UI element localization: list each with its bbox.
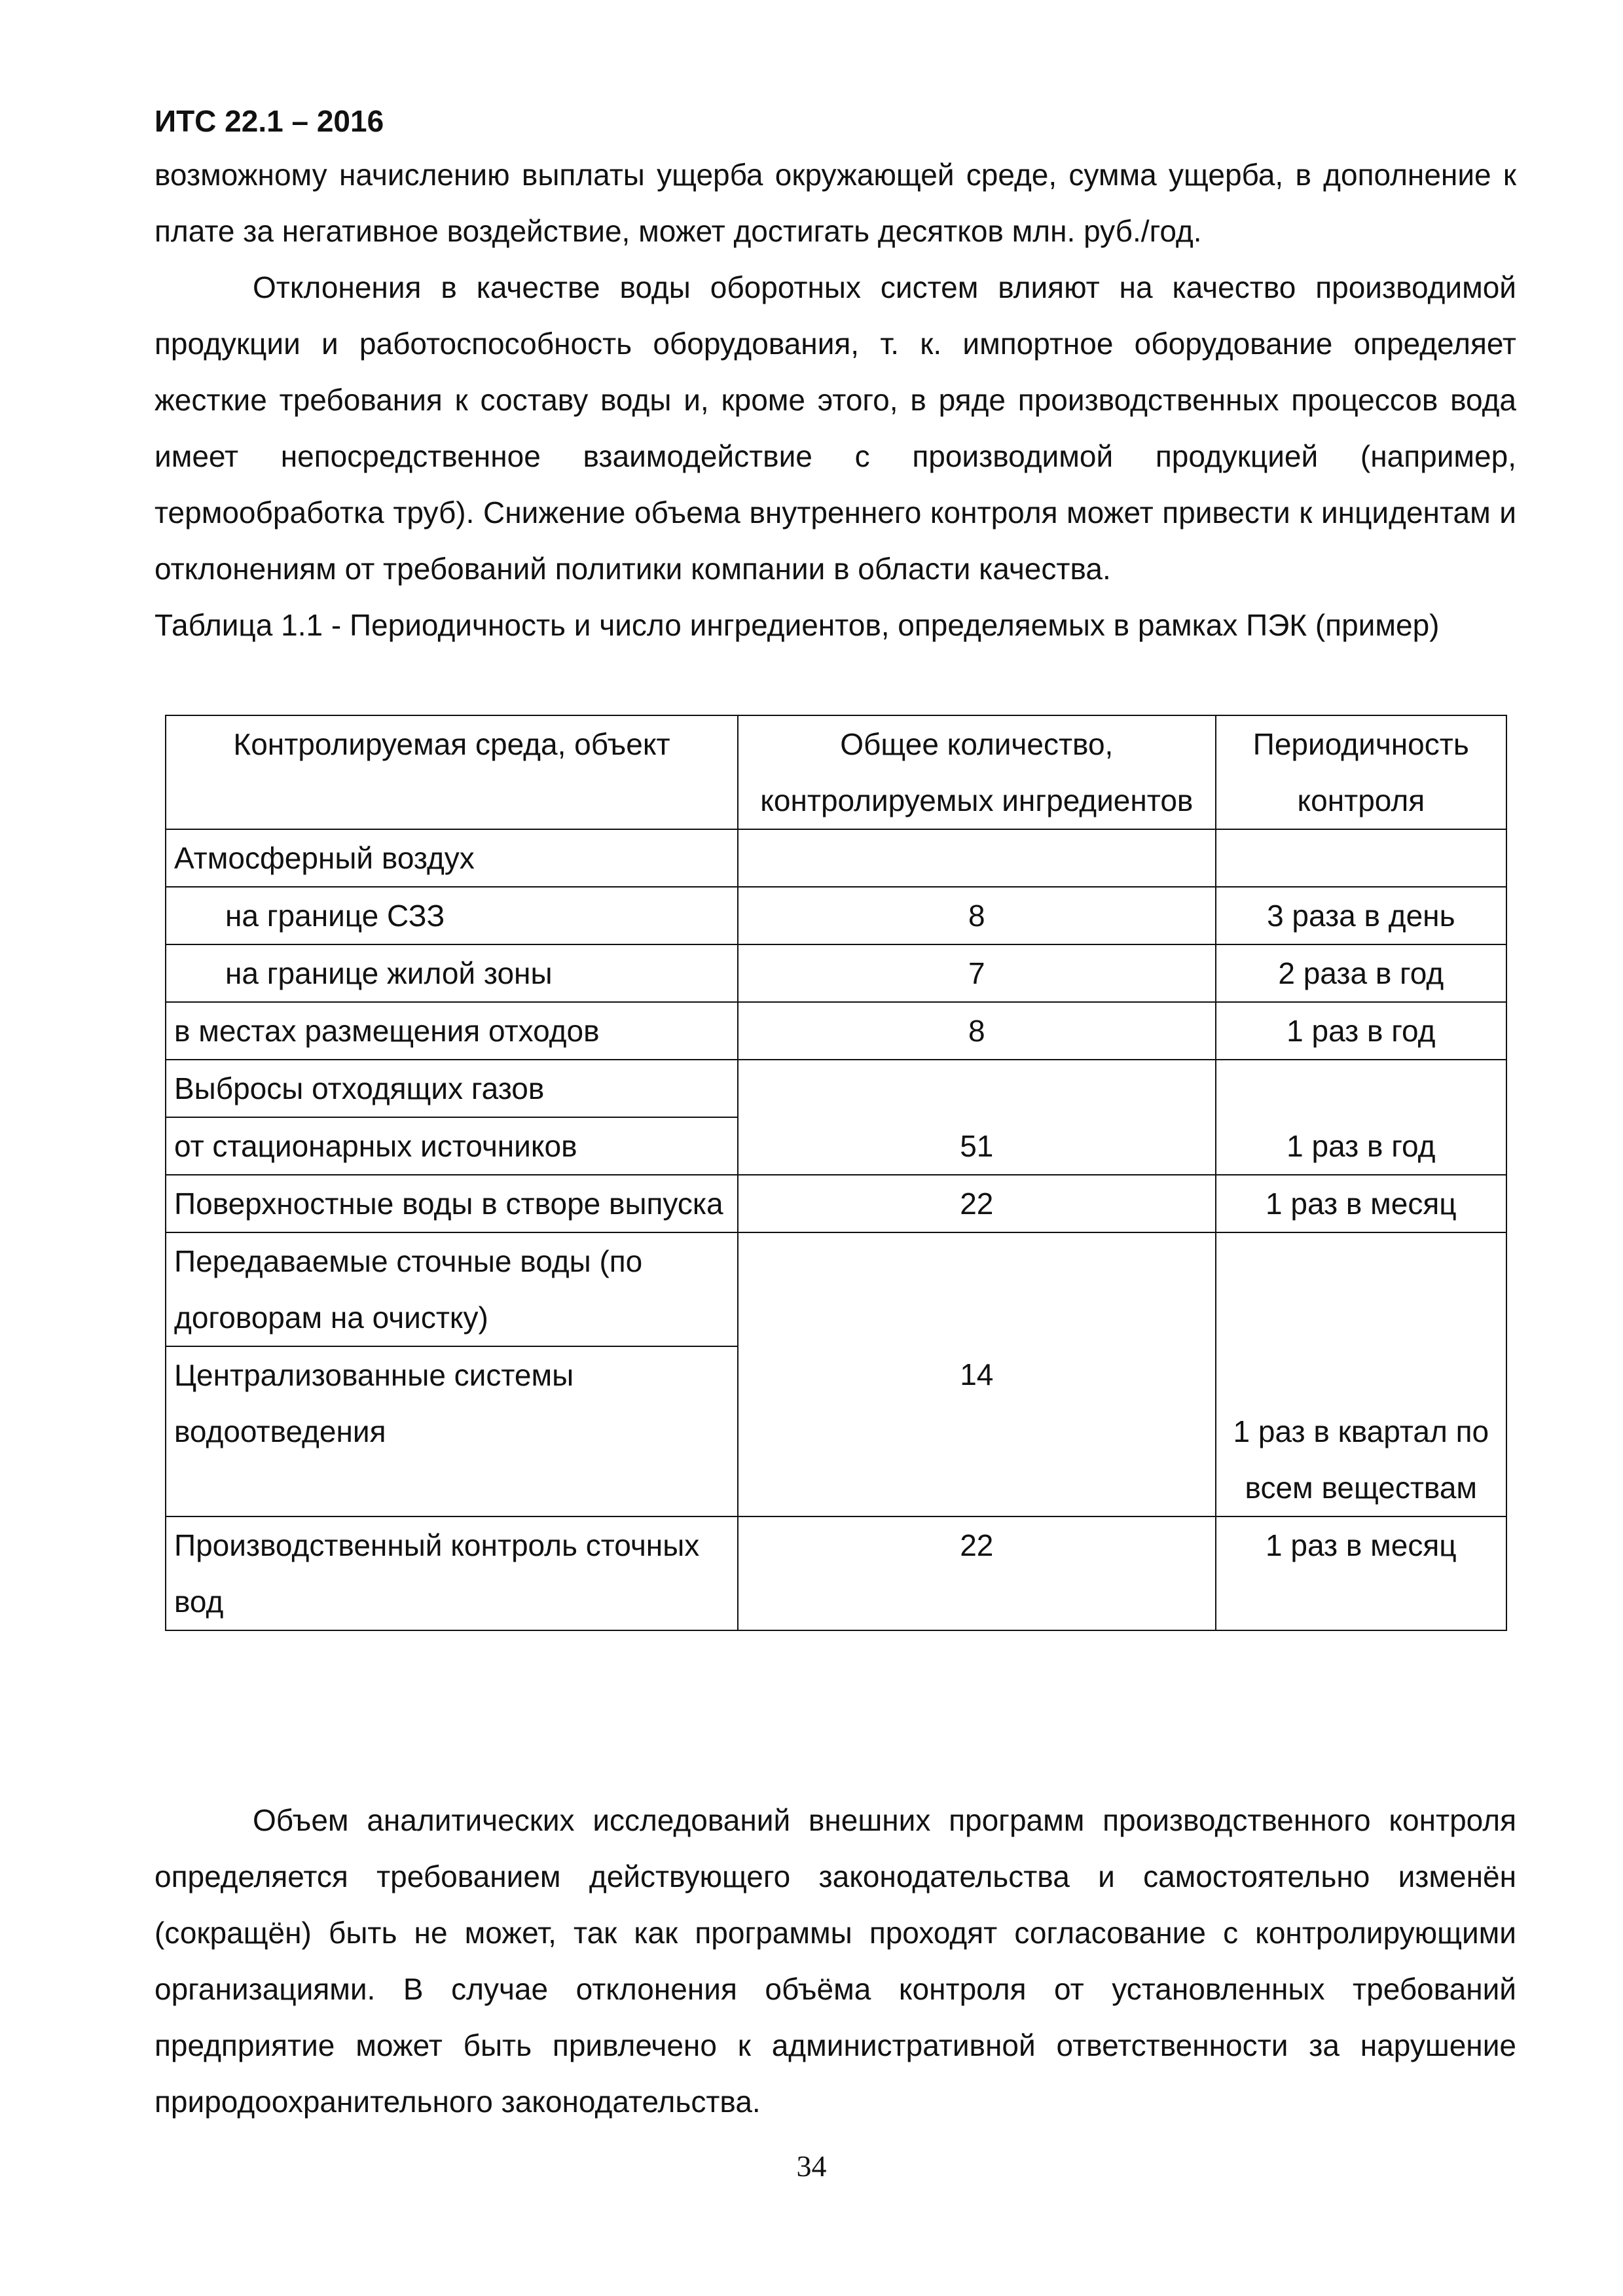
cell-object: на границе СЗЗ bbox=[166, 887, 738, 944]
cell-object: Выбросы отходящих газов bbox=[166, 1060, 738, 1117]
cell-period: 1 раз в год bbox=[1216, 1002, 1506, 1060]
cell-period: 3 раза в день bbox=[1216, 887, 1506, 944]
cell-object: Производственный контроль сточных вод bbox=[166, 1516, 738, 1630]
header-cell-period: Периодичность контроля bbox=[1216, 715, 1506, 829]
cell-count: 22 bbox=[738, 1175, 1216, 1232]
cell-count: 22 bbox=[738, 1516, 1216, 1630]
cell-count: 7 bbox=[738, 944, 1216, 1002]
paragraph-text: Объем аналитических исследований внешних программ производственного контроля определяется требованием действующего законодательства и самостоятельно изменён (сокращён) быть не может, так как программы проходят согласование с контролирующими организациями. В случае отклонения объёма контроля от установленных требований предприятие может быть привлечено к административной ответственности за нарушение природоохранительного законодательства. bbox=[155, 1803, 1516, 2119]
paragraph-text: возможному начислению выплаты ущерба окружающей среде, сумма ущерба, в дополнение к плате за негативное воздействие, может достигать десятков млн. руб./год. bbox=[155, 158, 1516, 248]
cell-period bbox=[1216, 829, 1506, 887]
cell-object: на границе жилой зоны bbox=[166, 944, 738, 1002]
table-row bbox=[166, 887, 1506, 944]
cell-period: 1 раз в месяц bbox=[1216, 1175, 1506, 1232]
cell-period: 1 раз в год bbox=[1216, 1060, 1506, 1175]
table-caption: Таблица 1.1 - Периодичность и число ингредиентов, определяемых в рамках ПЭК (пример) bbox=[155, 608, 1440, 642]
table-row bbox=[166, 1002, 1506, 1060]
table-row bbox=[166, 829, 1506, 887]
cell-period: 1 раз в месяц bbox=[1216, 1516, 1506, 1630]
paragraph-analytical-volume bbox=[155, 1792, 1516, 2130]
paragraph-continuation bbox=[155, 147, 1516, 259]
cell-count: 8 bbox=[738, 1002, 1216, 1060]
cell-period: 1 раз в квартал по всем веществам bbox=[1216, 1232, 1506, 1516]
cell-object: от стационарных источников bbox=[166, 1117, 738, 1175]
cell-count bbox=[738, 829, 1216, 887]
document-header: ИТС 22.1 – 2016 bbox=[155, 104, 384, 138]
paragraph-quality-deviations bbox=[155, 259, 1516, 597]
header-cell-object: Контролируемая среда, объект bbox=[166, 715, 738, 829]
cell-count: 51 bbox=[738, 1060, 1216, 1175]
header-cell-count: Общее количество, контролируемых ингредиентов bbox=[738, 715, 1216, 829]
cell-object: в местах размещения отходов bbox=[166, 1002, 738, 1060]
table-row bbox=[166, 1516, 1506, 1630]
cell-object: Атмосферный воздух bbox=[166, 829, 738, 887]
table-row bbox=[166, 1232, 1506, 1346]
cell-count: 14 bbox=[738, 1232, 1216, 1516]
table-row bbox=[166, 1175, 1506, 1232]
page-number: 34 bbox=[796, 2149, 827, 2183]
table-header-row bbox=[166, 715, 1506, 829]
cell-object: Передаваемые сточные воды (по договорам на очистку) bbox=[166, 1232, 738, 1346]
table-row bbox=[166, 1060, 1506, 1117]
pek-periodicity-table bbox=[165, 715, 1507, 1631]
table-row bbox=[166, 944, 1506, 1002]
cell-object: Поверхностные воды в створе выпуска bbox=[166, 1175, 738, 1232]
cell-object: Централизованные системы водоотведения bbox=[166, 1346, 738, 1516]
cell-period: 2 раза в год bbox=[1216, 944, 1506, 1002]
cell-count: 8 bbox=[738, 887, 1216, 944]
paragraph-text: Отклонения в качестве воды оборотных систем влияют на качество производимой продукции и работоспособность оборудования, т. к. импортное оборудование определяет жесткие требования к составу воды и, кроме этого, в ряде производственных процессов вода имеет непосредственное взаимодействие с производимой продукцией (например, термообработка труб). Снижение объема внутреннего контроля может привести к инцидентам и отклонениям от требований политики компании в области качества. bbox=[155, 270, 1516, 586]
